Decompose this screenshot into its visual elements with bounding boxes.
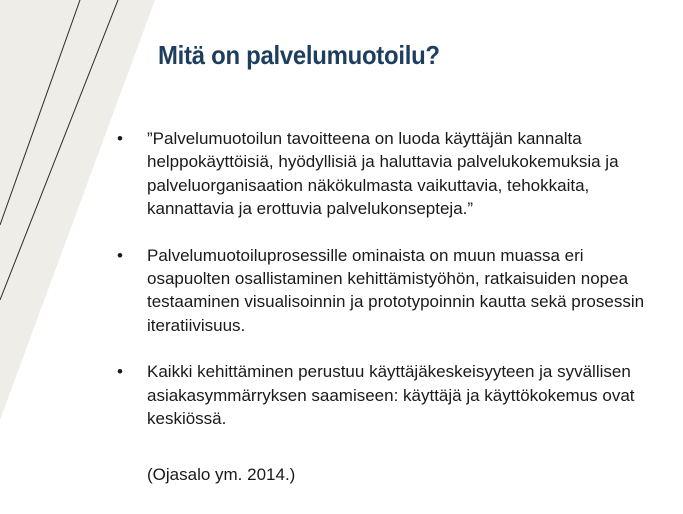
bullet-text-line: ”Palvelumuotoilun tavoitteena on luoda käyttäjän kannalta (147, 129, 582, 148)
bullet-text-line: keskiössä. (147, 409, 227, 429)
citation: (Ojasalo ym. 2014.) (147, 465, 296, 484)
bullet-text-line: iteratiivisuus. (147, 315, 246, 335)
bullet-text-line: helppokäyttöisiä, hyödyllisiä ja haluttavia palvelukokemuksia ja (147, 152, 619, 172)
bullet-item (0, 127, 677, 221)
bullet-text-line: asiakasymmärryksen saamiseen: käyttäjä ja käyttökokemus ovat (147, 385, 635, 405)
bullet-text-line: Kaikki kehittäminen perustuu käyttäjäkeskeisyyteen ja syvällisen (147, 362, 631, 382)
slide-title: Mitä on palvelumuotoilu? (158, 40, 440, 70)
bullet-text-line: palveluorganisaation näkökulmasta vaikuttavia, tehokkaita, (147, 175, 590, 195)
bullet-item (0, 244, 677, 338)
bullet-text-line: kannattavia ja erottuvia palvelukonsepteja.” (147, 199, 474, 219)
bullet-marker: • (117, 245, 123, 265)
bullet-list (0, 127, 683, 453)
bullet-text-line: osapuolten osallistaminen kehittämistyöhön, ratkaisuiden nopea (147, 269, 629, 289)
bullet-text-line: testaaminen visualisoinnin ja prototypoinnin kautta sekä prosessin (147, 292, 645, 312)
bullet-text-line: Palvelumuotoiluprosessille ominaista on muun muassa eri (147, 245, 584, 265)
bullet-item (0, 360, 677, 430)
bullet-marker: • (117, 362, 123, 382)
bullet-marker: • (117, 129, 123, 148)
